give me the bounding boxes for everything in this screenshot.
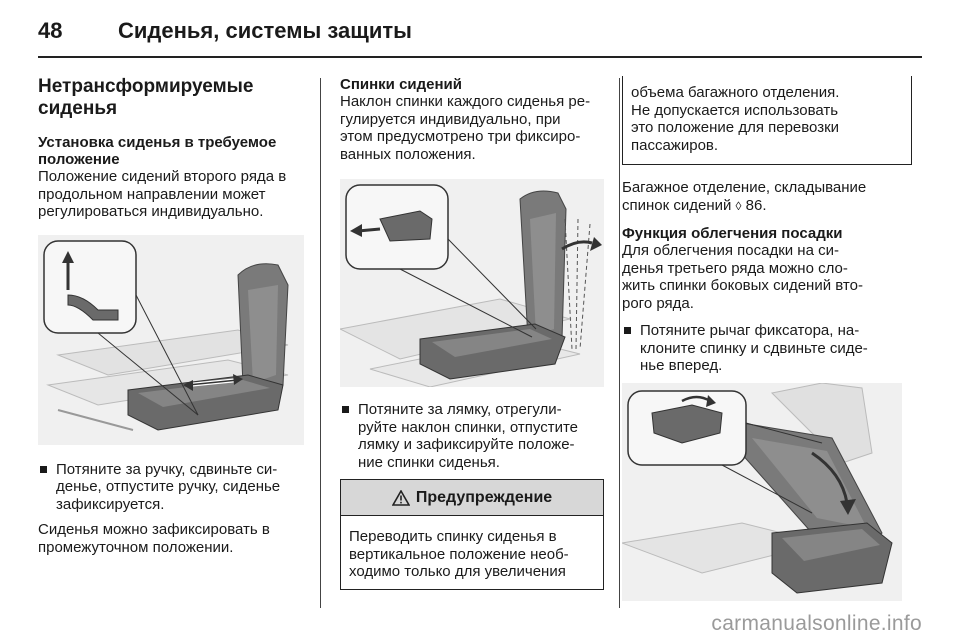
text-line: [622, 197, 912, 216]
column-2: [340, 76, 604, 590]
seatback-recline-illustration: [340, 179, 604, 387]
text-line: вертикальное положение необ-: [349, 545, 569, 563]
text-line: Багажное отделение, складывание: [622, 179, 867, 196]
intro-paragraph: [340, 93, 604, 163]
subhead-easy-entry: Функция облегчения посадки: [622, 225, 843, 242]
page-header: [38, 18, 922, 58]
text-line: руйте наклон спинки, отпустите: [358, 418, 579, 436]
text-line: лямку и зафиксируйте положе-: [358, 436, 575, 453]
section-title-line: сиденья: [38, 98, 118, 119]
text-line: Положение сидений второго ряда в: [38, 168, 287, 185]
bullet-marker: [342, 406, 349, 413]
bullet-item: [340, 401, 604, 471]
reference-text: спинок сидений: [622, 196, 732, 214]
column-1: [38, 76, 304, 556]
text-line: продольном направлении может: [38, 185, 266, 203]
bullet-item: [38, 461, 304, 514]
text-line: Потяните рычаг фиксатора, на-: [640, 322, 860, 339]
text-line: Сиденья можно зафиксировать в: [38, 521, 270, 538]
warning-triangle-icon: [392, 490, 410, 506]
warning-body: [341, 516, 603, 589]
bullet-marker: [624, 327, 631, 334]
text-line: ходимо только для увеличения: [349, 563, 566, 580]
page-number: 48: [38, 18, 63, 43]
header-rule: [38, 56, 922, 58]
text-line: Не допускается использовать: [631, 101, 839, 119]
intro-paragraph: [38, 168, 304, 221]
warning-box: [340, 479, 604, 590]
text-line: Потяните за ручку, сдвиньте си-: [56, 460, 278, 478]
subhead-line: Установка сиденья в требуемое: [38, 134, 277, 151]
text-line: рого ряда.: [622, 294, 694, 312]
text-line: это положение для перевозки: [631, 119, 840, 136]
page-reference-icon: ◊: [735, 198, 742, 213]
text-line: этом предусмотрено три фиксиро-: [340, 128, 581, 145]
watermark: carmanualsonline.info: [711, 612, 922, 635]
subhead-seat-adjust: [38, 134, 304, 168]
column-3: [622, 76, 912, 601]
section-title-line: Нетрансформируемые: [38, 76, 254, 97]
section-title: [38, 76, 304, 120]
bullet-marker: [40, 466, 47, 473]
warning-title: Предупреждение: [415, 488, 553, 506]
text-line: пассажиров.: [631, 136, 719, 154]
text-line: гулируется индивидуально, при: [340, 110, 561, 128]
warning-continuation: [622, 76, 912, 165]
easy-entry-drawing: [622, 383, 902, 601]
text-line: Потяните за лямку, отрегули-: [358, 401, 562, 418]
text-line: промежуточном положении.: [38, 538, 234, 556]
outro-paragraph: [38, 521, 304, 556]
subhead-seatbacks: Спинки сидений: [340, 76, 462, 93]
column-divider-2: [619, 78, 620, 608]
seat-slide-illustration: [38, 235, 304, 445]
text-line: нье вперед.: [640, 357, 723, 374]
easy-entry-illustration: [622, 383, 902, 601]
seat-slide-drawing: [38, 235, 304, 445]
reference-page[interactable]: 86.: [745, 196, 767, 214]
text-line: зафиксируется.: [56, 495, 165, 513]
text-line: Для облегчения посадки на си-: [622, 242, 839, 259]
intro-paragraph: [622, 242, 912, 312]
text-line: объема багажного отделения.: [631, 84, 840, 101]
subhead-line: положение: [38, 151, 120, 168]
text-line: ние спинки сиденья.: [358, 453, 500, 471]
seatback-recline-drawing: [340, 179, 604, 387]
cross-reference: [622, 179, 912, 215]
text-line: жить спинки боковых сидений вто-: [622, 277, 863, 294]
column-divider-1: [320, 78, 321, 608]
text-line: денья третьего ряда можно сло-: [622, 259, 848, 277]
text-line: Переводить спинку сиденья в: [349, 528, 557, 545]
text-line: денье, отпустите ручку, сиденье: [56, 478, 281, 495]
text-line: регулироваться индивидуально.: [38, 203, 264, 220]
text-line: Наклон спинки каждого сиденья ре-: [340, 93, 591, 110]
text-line: ванных положения.: [340, 145, 476, 163]
page-title: Сиденья, системы защиты: [118, 18, 412, 43]
warning-header: [341, 480, 603, 516]
text-line: клоните спинку и сдвиньте сиде-: [640, 339, 868, 357]
bullet-item: [622, 322, 912, 375]
